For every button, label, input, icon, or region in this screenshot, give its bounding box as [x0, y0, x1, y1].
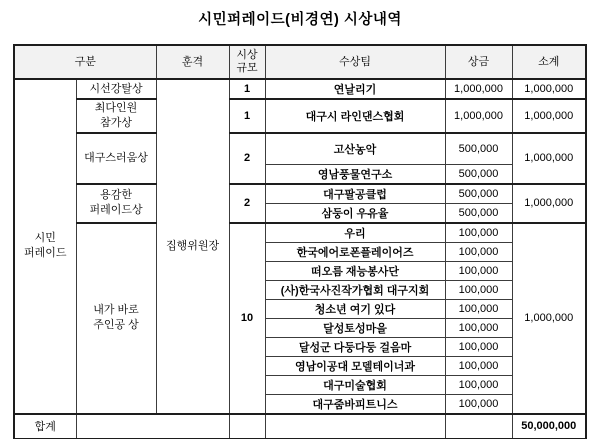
prize-cell: 100,000	[445, 337, 512, 356]
col-header-category: 구분	[14, 45, 156, 79]
total-empty-scale-cell	[229, 414, 265, 439]
prize-cell: 500,000	[445, 133, 512, 164]
subtotal-cell: 1,000,000	[512, 133, 586, 184]
col-header-scale: 시상 규모	[229, 45, 265, 79]
prize-cell: 100,000	[445, 261, 512, 280]
team-name-cell: 달성토성마을	[265, 318, 445, 337]
prize-cell: 100,000	[445, 394, 512, 414]
team-name-cell: 청소년 여기 있다	[265, 299, 445, 318]
team-name-cell: 달성군 다둥다둥 걸음마	[265, 337, 445, 356]
col-header-grade: 훈격	[156, 45, 229, 79]
scale-cell: 1	[229, 99, 265, 133]
header-row	[14, 45, 586, 79]
prize-cell: 100,000	[445, 299, 512, 318]
team-name-cell: 우리	[265, 223, 445, 243]
team-name-cell: (사)한국사진작가협회 대구지회	[265, 280, 445, 299]
col-header-team: 수상팀	[265, 45, 445, 79]
team-name-cell: 떠오름 재능봉사단	[265, 261, 445, 280]
subtotal-cell: 1,000,000	[512, 79, 586, 99]
award-name-cell: 대구스러움상	[76, 133, 156, 184]
team-name-cell: 연날리기	[265, 79, 445, 99]
table-row	[14, 99, 586, 133]
prize-cell: 500,000	[445, 164, 512, 184]
award-name-cell: 용감한 퍼레이드상	[76, 184, 156, 223]
prize-cell: 100,000	[445, 242, 512, 261]
prize-cell: 100,000	[445, 318, 512, 337]
table-row	[14, 79, 586, 99]
total-row	[14, 414, 586, 439]
subtotal-cell: 1,000,000	[512, 184, 586, 223]
total-empty-prize-cell	[445, 414, 512, 439]
prize-cell: 100,000	[445, 223, 512, 243]
total-value-cell: 50,000,000	[512, 414, 586, 439]
scale-cell: 10	[229, 223, 265, 414]
prize-cell: 100,000	[445, 356, 512, 375]
grade-cell: 집행위원장	[156, 79, 229, 414]
prize-cell: 1,000,000	[445, 79, 512, 99]
total-empty-team-cell	[265, 414, 445, 439]
table-row	[14, 184, 586, 204]
scale-cell: 2	[229, 133, 265, 184]
prize-cell: 500,000	[445, 203, 512, 223]
subtotal-cell: 1,000,000	[512, 99, 586, 133]
prize-cell: 1,000,000	[445, 99, 512, 133]
team-name-cell: 대구미술협회	[265, 375, 445, 394]
award-name-cell: 최다인원 참가상	[76, 99, 156, 133]
team-name-cell: 고산농악	[265, 133, 445, 164]
awards-table	[13, 44, 587, 439]
team-name-cell: 대구줌바피트니스	[265, 394, 445, 414]
award-name-cell: 내가 바로 주인공 상	[76, 223, 156, 414]
team-name-cell: 영남풍물연구소	[265, 164, 445, 184]
category-cell: 시민 퍼레이드	[14, 79, 76, 414]
scale-cell: 1	[229, 79, 265, 99]
subtotal-cell: 1,000,000	[512, 223, 586, 414]
total-label-cell: 합계	[14, 414, 76, 439]
table-body	[14, 79, 586, 439]
prize-cell: 100,000	[445, 280, 512, 299]
col-header-subtotal: 소계	[512, 45, 586, 79]
table-row	[14, 133, 586, 164]
scale-cell: 2	[229, 184, 265, 223]
total-empty-awards-cell	[76, 414, 229, 439]
prize-cell: 100,000	[445, 375, 512, 394]
col-header-prize: 상금	[445, 45, 512, 79]
table-row	[14, 223, 586, 243]
team-name-cell: 영남이공대 모델테이너과	[265, 356, 445, 375]
team-name-cell: 한국에어로폰플레이어즈	[265, 242, 445, 261]
page-title: 시민퍼레이드(비경연) 시상내역	[198, 12, 402, 28]
team-name-cell: 대구팔공클럽	[265, 184, 445, 204]
table-header	[14, 45, 586, 79]
award-name-cell: 시선강탈상	[76, 79, 156, 99]
prize-cell: 500,000	[445, 184, 512, 204]
team-name-cell: 대구시 라인댄스협회	[265, 99, 445, 133]
team-name-cell: 삼둥이 우유율	[265, 203, 445, 223]
